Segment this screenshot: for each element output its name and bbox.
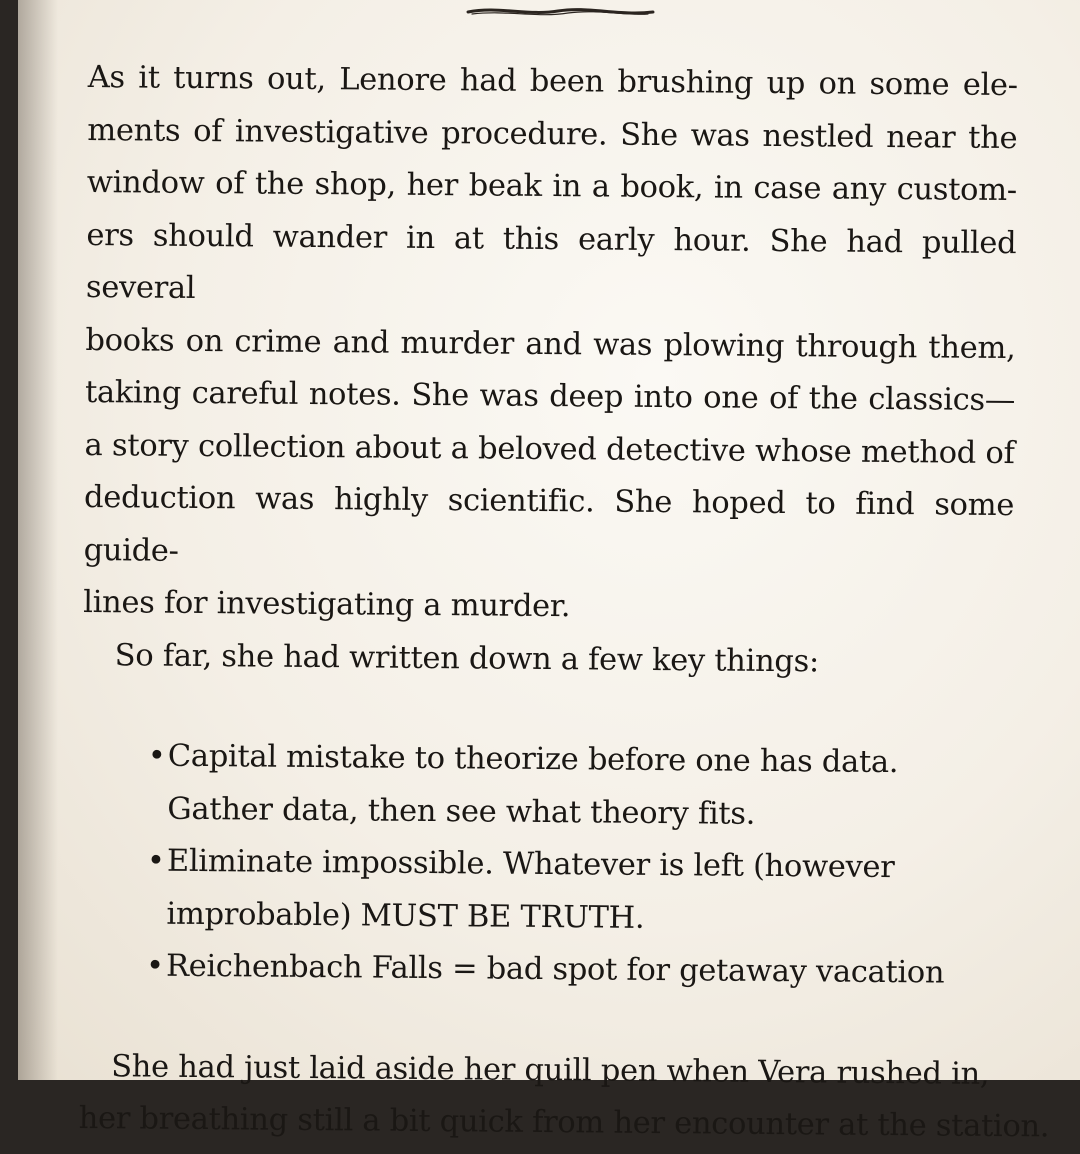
- paragraph-1: [83, 52, 1018, 638]
- list-item: [146, 941, 1010, 1001]
- bullet-dot-icon: •: [147, 738, 167, 774]
- text-line: improbable) MUST BE TRUTH.: [166, 896, 645, 936]
- paragraph-3: [78, 1040, 1050, 1153]
- paragraph-2: [83, 629, 1013, 690]
- spacer: [79, 992, 1009, 1048]
- bullet-dot-icon: •: [145, 948, 165, 984]
- text-line: taking careful notes. She was deep into one of the classics—: [84, 374, 1016, 419]
- page-text: [78, 52, 1050, 1154]
- book-page: [18, 0, 1080, 1145]
- text-line: As it turns out, Lenore had been brushing up on some ele-: [87, 59, 1018, 104]
- text-line: Capital mistake to theorize before one has data.: [167, 738, 899, 781]
- text-line: window of the shop, her beak in a book, in case any custom-: [86, 164, 1017, 209]
- text-line: lines for investigating a murder.: [83, 584, 571, 625]
- page-gutter-shadow: [18, 0, 58, 1080]
- text-line: ments of investigative procedure. She was nestled near the: [87, 112, 1018, 156]
- spacer: [82, 682, 1012, 738]
- ornament-flourish-icon: [448, 0, 668, 24]
- text-line: ers should wander in at this early hour. She had pulled several: [85, 217, 1017, 306]
- text-line: books on crime and murder and was plowing through them,: [85, 322, 1016, 366]
- notes-list: [80, 730, 1012, 1001]
- bullet-dot-icon: •: [146, 843, 166, 879]
- text-line: Reichenbach Falls = bad spot for getaway vacation: [165, 948, 945, 991]
- text-line: She had just laid aside her quill pen when Vera rushed in,: [110, 1048, 990, 1092]
- text-line: Gather data, then see what theory fits.: [167, 791, 756, 832]
- text-line: Eliminate impossible. Whatever is left (however: [166, 843, 895, 886]
- text-line: So far, she had written down a few key things:: [114, 637, 820, 679]
- text-line: her breathing still a bit quick from her encounter at the station.: [78, 1100, 1050, 1145]
- list-item: [147, 731, 1012, 844]
- text-line: deduction was highly scientific. She hoped to find some guide-: [83, 479, 1015, 569]
- text-line: a story collection about a beloved detective whose method of: [84, 427, 1015, 471]
- list-item: [146, 836, 1011, 949]
